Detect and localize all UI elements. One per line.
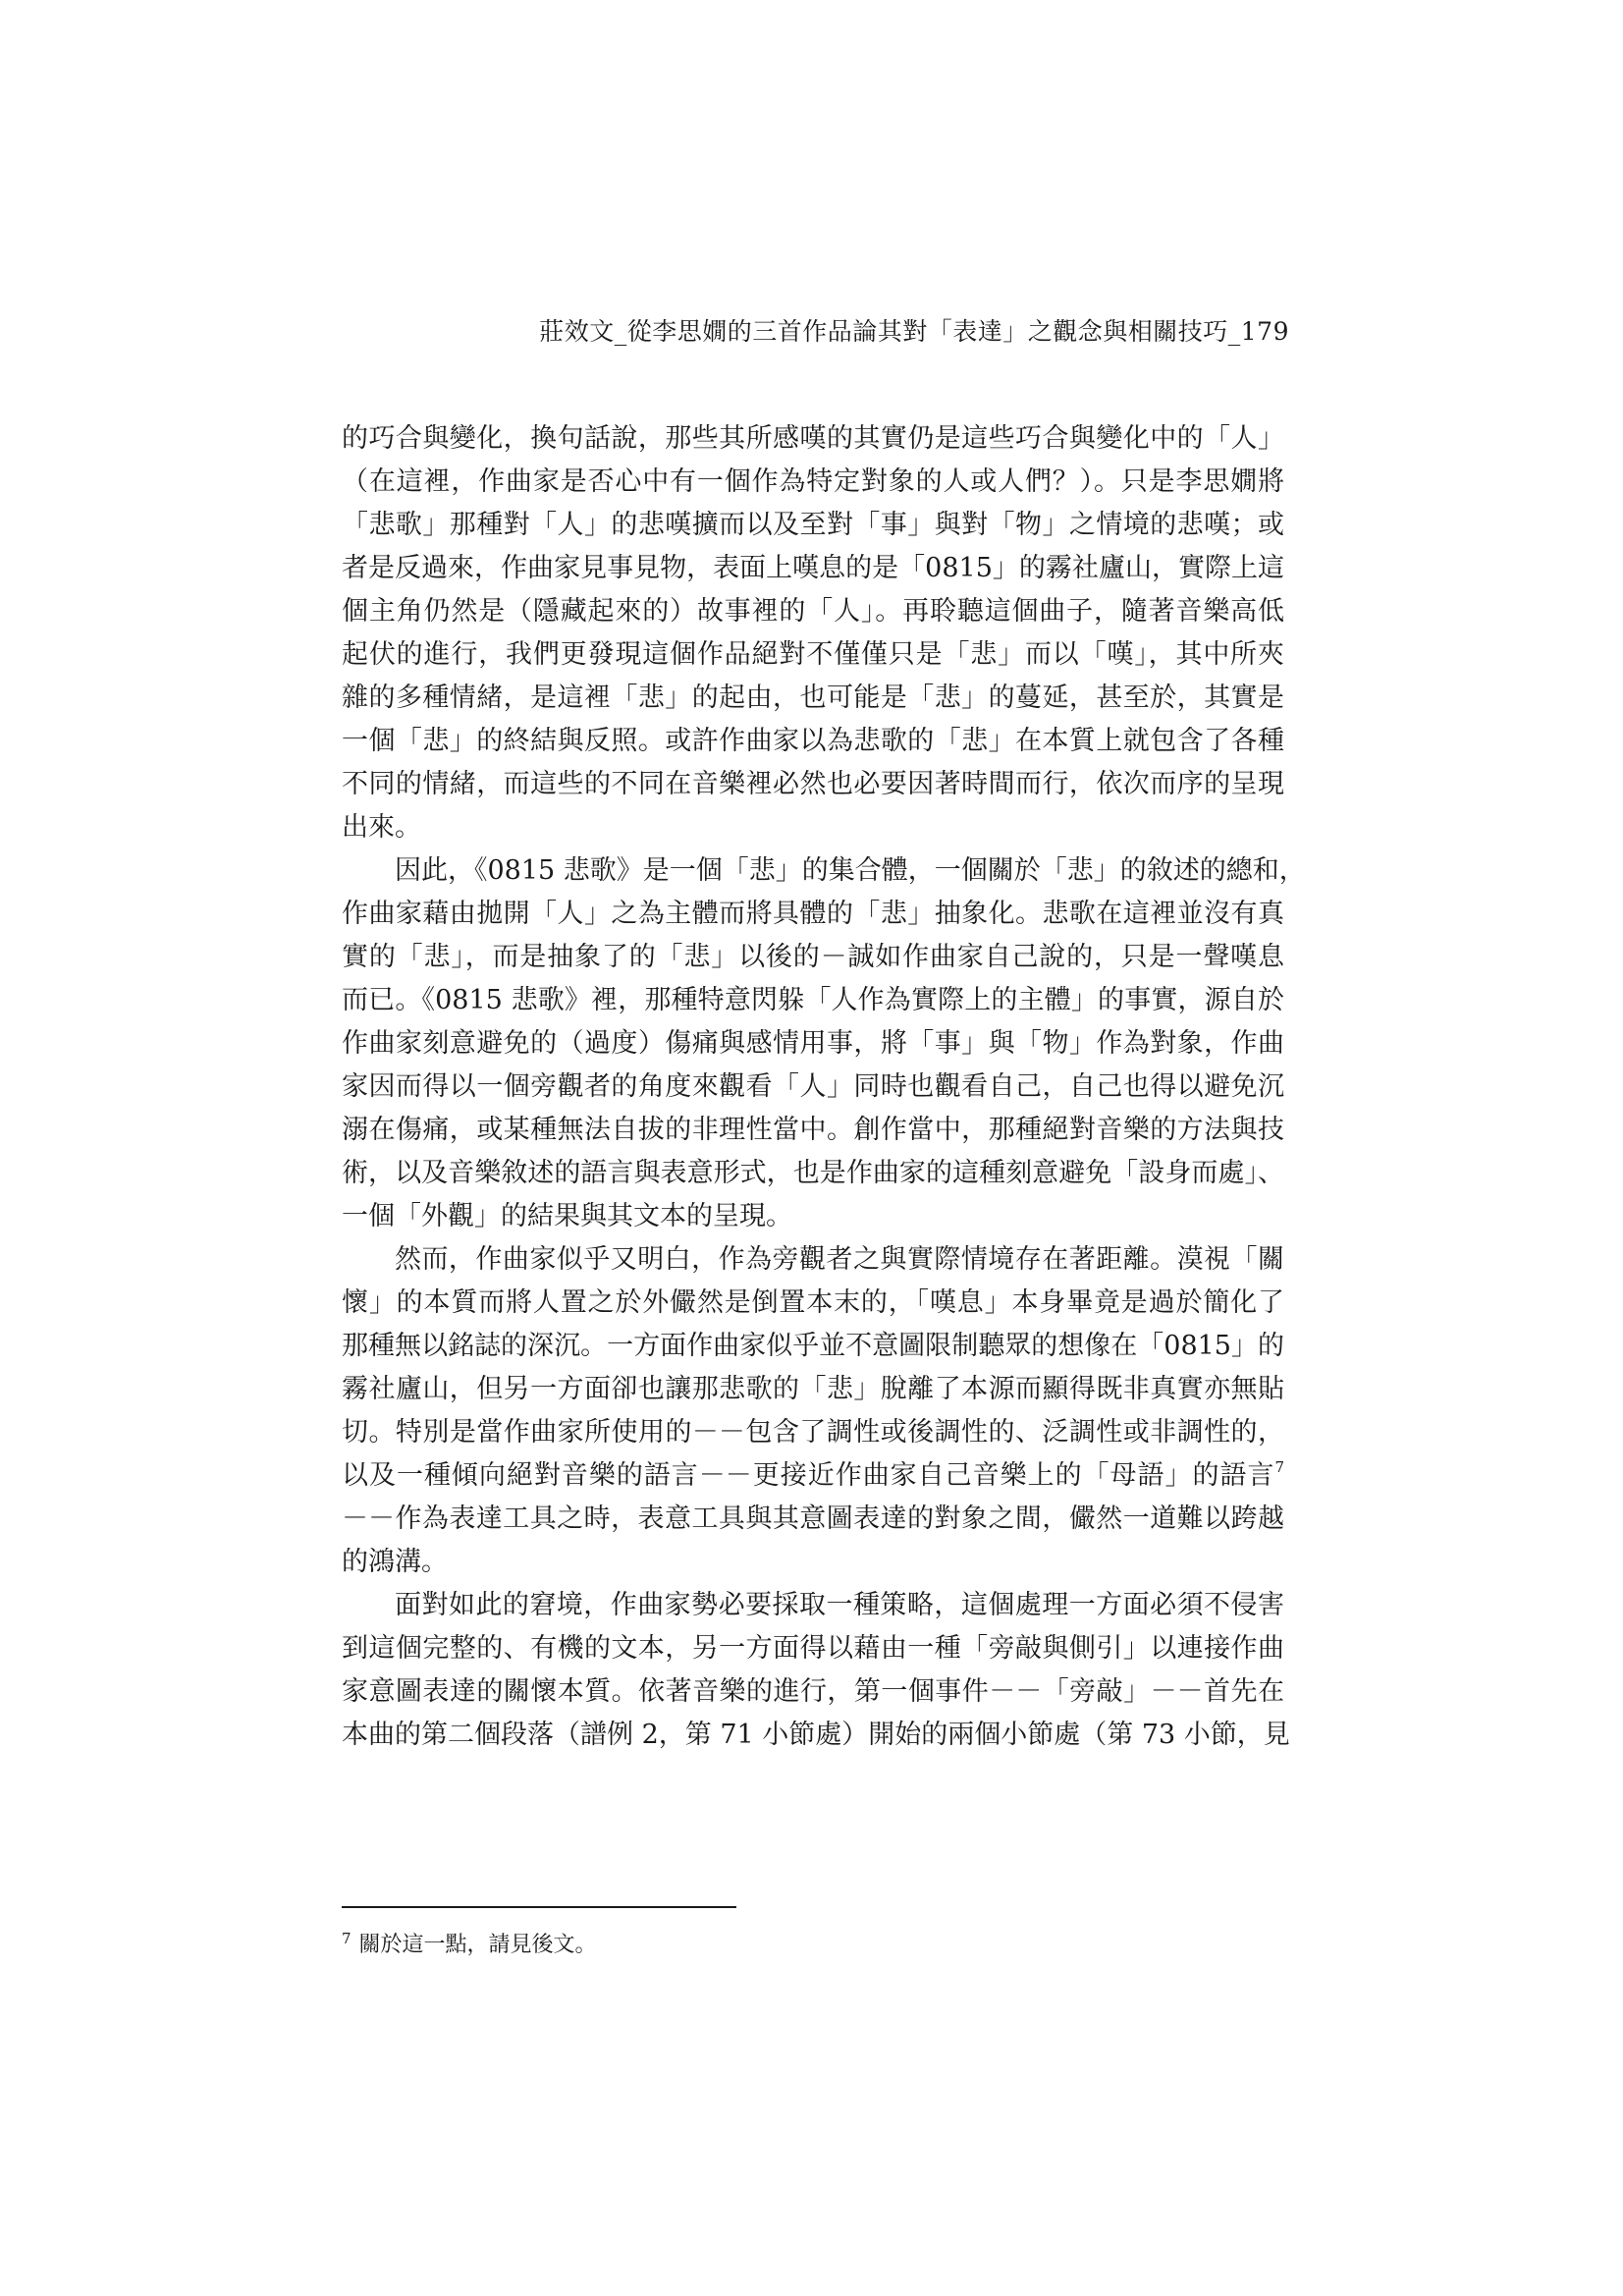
text-line xyxy=(342,1454,1284,1498)
text-line: 家因而得以一個旁觀者的角度來觀看「人」同時也觀看自己，自己也得以避免沉 xyxy=(342,1071,1284,1102)
text-line: 霧社廬山，但另一方面卻也讓那悲歌的「悲」脫離了本源而顯得既非真實亦無貼 xyxy=(342,1374,1284,1404)
text-line: －－作為表達工具之時，表意工具與其意圖表達的對象之間，儼然一道難以跨越 xyxy=(342,1503,1284,1534)
text-line: 懷」的本質而將人置之於外儼然是倒置本末的，「嘆息」本身畢竟是過於簡化了 xyxy=(342,1287,1284,1318)
text-line: 實的「悲」，而是抽象了的「悲」以後的－誠如作曲家自己說的，只是一聲嘆息 xyxy=(342,942,1284,972)
text-line: （在這裡，作曲家是否心中有一個作為特定對象的人或人們？）。只是李思嫺將 xyxy=(342,466,1284,497)
text-line: 面對如此的窘境，作曲家勢必要採取一種策略，這個處理一方面必須不侵害 xyxy=(395,1590,1284,1620)
text-line: 一個「悲」的終結與反照。或許作曲家以為悲歌的「悲」在本質上就包含了各種 xyxy=(342,726,1284,756)
footnote xyxy=(342,1921,597,1963)
text-line: 術，以及音樂敘述的語言與表意形式，也是作曲家的這種刻意避免「設身而處」、 xyxy=(342,1158,1284,1188)
text-line: 切。特別是當作曲家所使用的－－包含了調性或後調性的、泛調性或非調性的， xyxy=(342,1417,1284,1448)
text-line: 「悲歌」那種對「人」的悲嘆擴而以及至對「事」與對「物」之情境的悲嘆；或 xyxy=(342,510,1284,540)
text-line: 家意圖表達的關懷本質。依著音樂的進行，第一個事件－－「旁敲」－－首先在 xyxy=(342,1676,1284,1707)
text-line: 者是反過來，作曲家見事見物，表面上嘆息的是「0815」的霧社廬山，實際上這 xyxy=(342,553,1284,583)
text-line: 一個「外觀」的結果與其文本的呈現。 xyxy=(342,1201,792,1231)
text-line: 那種無以銘誌的深沉。一方面作曲家似乎並不意圖限制聽眾的想像在「0815」的 xyxy=(342,1331,1284,1361)
running-head: 莊效文_從李思嫺的三首作品論其對「表達」之觀念與相關技巧_179 xyxy=(539,317,1289,346)
text-line: 作曲家藉由拋開「人」之為主體而將具體的「悲」抽象化。悲歌在這裡並沒有真 xyxy=(342,899,1284,929)
text-line: 因此，《0815 悲歌》是一個「悲」的集合體，一個關於「悲」的敘述的總和， xyxy=(395,855,1306,886)
text-line: 而已。《0815 悲歌》裡，那種特意閃躲「人作為實際上的主體」的事實，源自於 xyxy=(342,985,1284,1015)
text-line: 雜的多種情緒，是這裡「悲」的起由，也可能是「悲」的蔓延，甚至於，其實是 xyxy=(342,683,1284,713)
text-line: 的鴻溝。 xyxy=(342,1547,448,1577)
text-line: 作曲家刻意避免的（過度）傷痛與感情用事，將「事」與「物」作為對象，作曲 xyxy=(342,1028,1284,1059)
text-line: 到這個完整的、有機的文本，另一方面得以藉由一種「旁敲與側引」以連接作曲 xyxy=(342,1633,1284,1664)
text-line: 的巧合與變化，換句話說，那些其所感嘆的其實仍是這些巧合與變化中的「人」 xyxy=(342,423,1284,454)
text-line: 不同的情緒，而這些的不同在音樂裡必然也必要因著時間而行，依次而序的呈現 xyxy=(342,769,1284,799)
footnote-text: 關於這一點，請見後文。 xyxy=(358,1933,597,1957)
body-text xyxy=(342,417,1306,1757)
text-line: 出來。 xyxy=(342,812,421,843)
text-line: 個主角仍然是（隱藏起來的）故事裡的「人」。再聆聽這個曲子，隨著音樂高低 xyxy=(342,596,1284,627)
footnote-reference[interactable]: 7 xyxy=(1274,1458,1284,1476)
footnote-mark: 7 xyxy=(342,1930,352,1947)
text-line: 溺在傷痛，或某種無法自拔的非理性當中。創作當中，那種絕對音樂的方法與技 xyxy=(342,1115,1284,1145)
footnote-divider xyxy=(342,1906,736,1908)
text-line: 然而，作曲家似乎又明白，作為旁觀者之與實際情境存在著距離。漠視「關 xyxy=(395,1244,1284,1275)
text-line: 本曲的第二個段落（譜例 2，第 71 小節處）開始的兩個小節處（第 73 小節，見 xyxy=(342,1720,1290,1750)
text-line-content: 以及一種傾向絕對音樂的語言－－更接近作曲家自己音樂上的「母語」的語言 xyxy=(342,1460,1275,1491)
text-line: 起伏的進行，我們更發現這個作品絕對不僅僅只是「悲」而以「嘆」，其中所夾 xyxy=(342,639,1284,670)
